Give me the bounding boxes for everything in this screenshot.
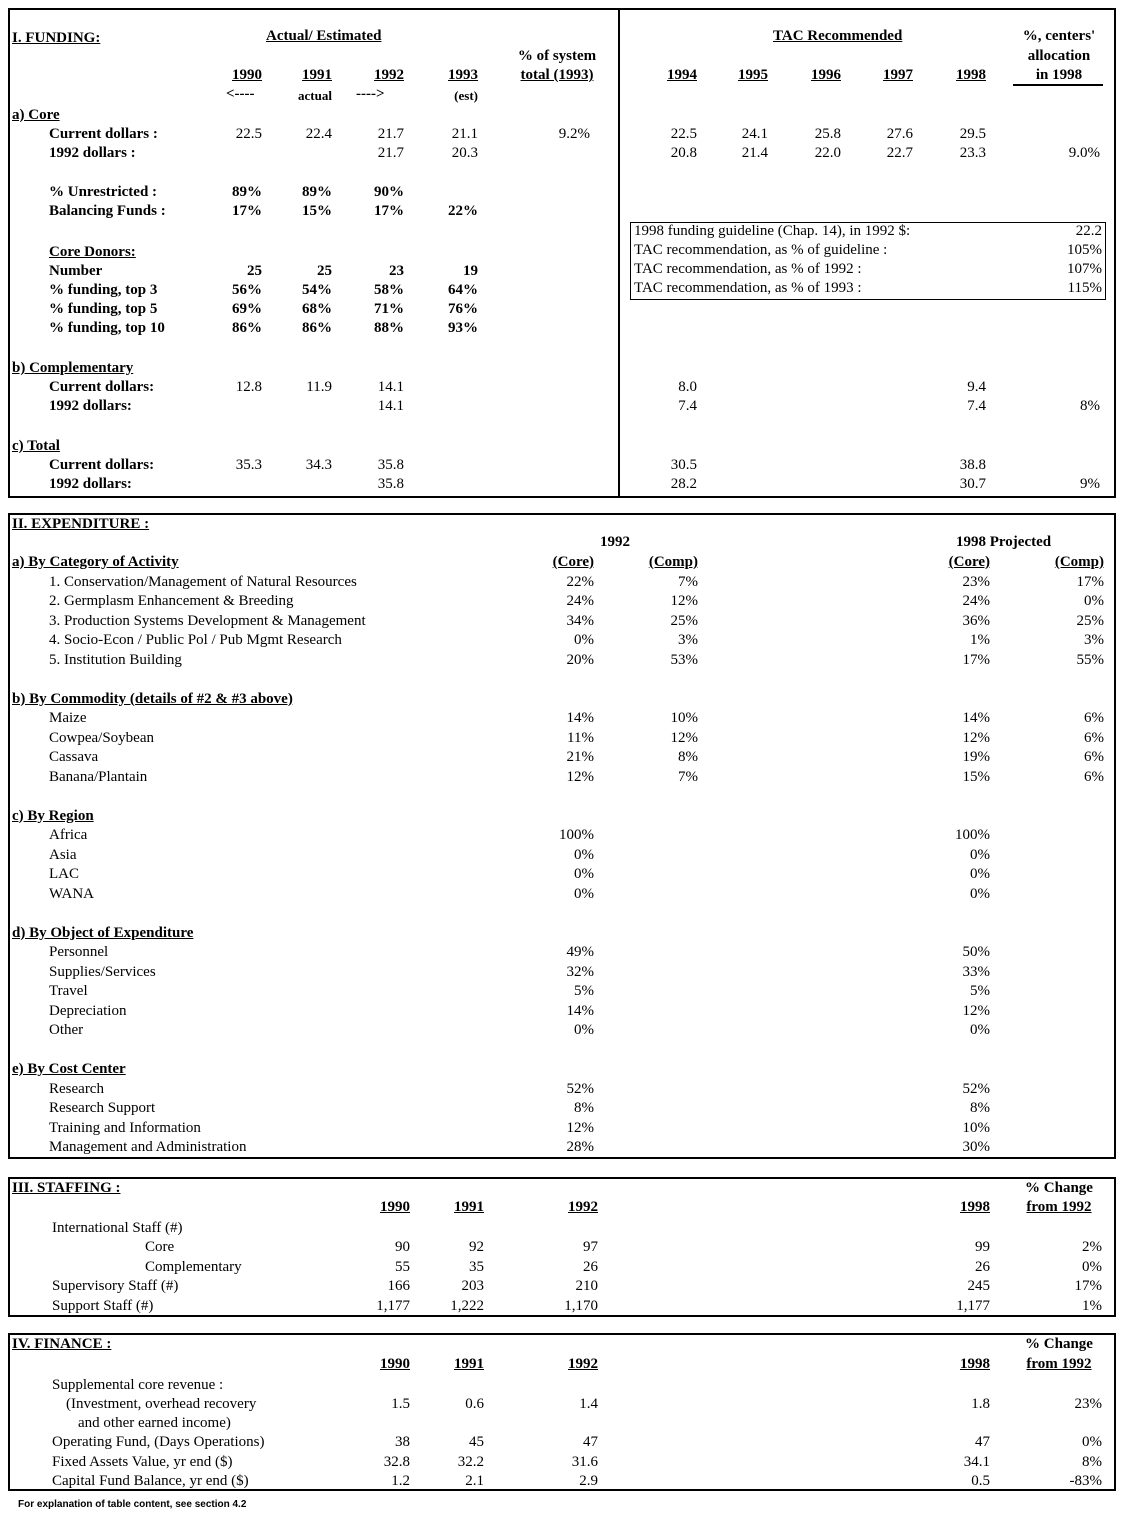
exp-row-label: Personnel xyxy=(49,944,109,960)
staff-value: 1,222 xyxy=(450,1297,484,1314)
exp-value: 11% xyxy=(567,729,594,746)
staff-value: 166 xyxy=(387,1278,410,1294)
intl-staff-label: International Staff (#) xyxy=(52,1220,183,1236)
exp-value: 7% xyxy=(678,768,698,785)
system-total-l1: % of system xyxy=(517,48,597,64)
staff-row-label: Supervisory Staff (#) xyxy=(52,1278,179,1294)
exp-value: 0% xyxy=(970,885,990,902)
exp-row-label: Training and Information xyxy=(49,1119,201,1136)
unrestricted-value: 90% xyxy=(374,184,404,200)
total-value: 35.3 xyxy=(235,457,262,473)
exp-value: 30% xyxy=(962,1139,990,1155)
exp-value: 12% xyxy=(566,768,594,785)
exp-value: 6% xyxy=(1084,749,1104,765)
exp-core-1998: (Core) xyxy=(948,554,990,570)
exp-row-label: WANA xyxy=(49,885,94,902)
arrow-right: ----> xyxy=(356,86,385,102)
exp-row-label: Research Support xyxy=(49,1100,156,1116)
core-value: 20.3 xyxy=(451,145,478,161)
staff-row-label: Support Staff (#) xyxy=(52,1297,154,1314)
total-value: 34.3 xyxy=(305,457,332,473)
staff-value: 210 xyxy=(575,1278,598,1294)
exp-value: 25% xyxy=(1076,612,1104,629)
fin-year-1992: 1992 xyxy=(568,1356,598,1372)
exp-value: 24% xyxy=(962,593,990,609)
guideline-label: 1998 funding guideline (Chap. 14), in 1992 $: xyxy=(634,223,911,239)
footnote: For explanation of table content, see section 4.2 xyxy=(18,1499,247,1510)
tac-value: 24.1 xyxy=(741,126,768,142)
exp-value: 12% xyxy=(670,729,698,746)
tac-year-1995: 1995 xyxy=(738,67,768,83)
guideline-label: TAC recommendation, as % of 1992 : xyxy=(634,261,862,277)
exp-core-1992: (Core) xyxy=(552,554,594,570)
exp-value: 6% xyxy=(1084,710,1104,726)
funding-heading: I. FUNDING: xyxy=(12,30,101,46)
donor-value: 25 xyxy=(247,263,262,279)
exp-value: 8% xyxy=(574,1100,594,1116)
exp-value: 32% xyxy=(566,963,594,980)
exp-value: 0% xyxy=(574,885,594,902)
core-value: 22.5 xyxy=(235,126,262,142)
exp-value: 15% xyxy=(962,768,990,785)
exp-row-label: Travel xyxy=(49,983,88,999)
staff-value: 0% xyxy=(1082,1258,1102,1275)
donor-value: 71% xyxy=(374,301,404,317)
fin-value: 2.1 xyxy=(465,1473,484,1489)
tac-value: 29.5 xyxy=(959,126,986,142)
total-value: 35.8 xyxy=(377,476,404,492)
staff-year-1990: 1990 xyxy=(380,1199,410,1215)
exp-row-label: Depreciation xyxy=(49,1002,127,1019)
exp-row-label: Supplies/Services xyxy=(49,963,156,980)
comp-value: 14.1 xyxy=(377,379,404,395)
supp-revenue-label: Supplemental core revenue : xyxy=(52,1377,224,1393)
exp-value: 19% xyxy=(962,749,990,765)
staff-value: 26 xyxy=(975,1258,990,1275)
core-donors-label: Core Donors: xyxy=(49,244,136,260)
staff-value: 245 xyxy=(967,1278,990,1294)
exp-value: 52% xyxy=(962,1080,990,1097)
fin-change-l1: % Change xyxy=(1025,1336,1093,1352)
tac-value: 20.8 xyxy=(670,145,697,161)
tac-value: 25.8 xyxy=(814,126,841,142)
staff-value: 1,177 xyxy=(376,1297,410,1314)
exp-value: 0% xyxy=(970,866,990,882)
expenditure-heading: II. EXPENDITURE : xyxy=(12,516,150,532)
unrestricted-value: 22% xyxy=(448,203,478,219)
exp-value: 0% xyxy=(1084,593,1104,609)
staff-value: 55 xyxy=(395,1258,410,1275)
exp-row-label: Africa xyxy=(49,827,88,843)
total-1998-value: 30.7 xyxy=(959,476,986,492)
exp-value: 3% xyxy=(678,632,698,648)
donor-value: 64% xyxy=(448,282,478,298)
staff-value: 1,177 xyxy=(956,1297,990,1314)
staff-value: 203 xyxy=(461,1278,484,1294)
staff-value: 99 xyxy=(975,1239,990,1255)
exp-value: 22% xyxy=(566,573,594,590)
exp-row-label: Cowpea/Soybean xyxy=(49,729,154,746)
exp-value: 14% xyxy=(566,710,594,726)
total-label: c) Total xyxy=(12,438,60,454)
exp-value: 50% xyxy=(962,944,990,960)
donor-row-label: % funding, top 10 xyxy=(49,320,165,336)
alloc-value: 9.0% xyxy=(1068,145,1100,161)
centers-alloc-l1: %, centers' xyxy=(1022,28,1096,44)
staff-year-1991: 1991 xyxy=(454,1199,484,1215)
exp-value: 12% xyxy=(962,1002,990,1019)
exp-row-label: Cassava xyxy=(49,749,99,765)
exp-section-label: c) By Region xyxy=(12,807,94,824)
staff-year-1998: 1998 xyxy=(960,1199,990,1215)
donor-value: 25 xyxy=(317,263,332,279)
exp-value: 53% xyxy=(670,651,698,668)
core-value: 21.1 xyxy=(451,126,478,142)
staff-value: 2% xyxy=(1082,1239,1102,1255)
core-value: 22.4 xyxy=(305,126,332,142)
donor-value: 88% xyxy=(374,320,404,336)
exp-value: 1% xyxy=(970,632,990,648)
staff-row-label: Complementary xyxy=(145,1258,242,1275)
donor-value: 54% xyxy=(302,282,332,298)
tac-year-1997: 1997 xyxy=(883,67,913,83)
supp-revenue-value: 1.8 xyxy=(971,1396,990,1412)
tac-year-1994: 1994 xyxy=(667,67,697,83)
comp-row-label: Current dollars: xyxy=(49,379,155,395)
fin-value: 0.5 xyxy=(971,1473,990,1489)
guideline-value: 115% xyxy=(1067,280,1102,296)
donor-row-label: Number xyxy=(49,263,103,279)
exp-value: 0% xyxy=(574,846,594,863)
exp-row-label: 1. Conservation/Management of Natural Resources xyxy=(49,573,357,590)
fin-year-1998: 1998 xyxy=(960,1356,990,1372)
year-1992: 1992 xyxy=(374,67,404,83)
fin-value: 32.8 xyxy=(383,1453,410,1470)
system-total-l2: total (1993) xyxy=(520,67,594,83)
exp-row-label: 2. Germplasm Enhancement & Breeding xyxy=(49,593,294,609)
exp-value: 52% xyxy=(566,1080,594,1097)
exp-value: 28% xyxy=(566,1139,594,1155)
staff-year-1992: 1992 xyxy=(568,1199,598,1215)
exp-row-label: 3. Production Systems Development & Management xyxy=(49,612,366,629)
exp-value: 3% xyxy=(1084,632,1104,648)
donor-value: 76% xyxy=(448,301,478,317)
exp-section-label: a) By Category of Activity xyxy=(12,554,179,570)
exp-section-label: b) By Commodity (details of #2 & #3 above) xyxy=(12,690,293,707)
fin-year-1991: 1991 xyxy=(454,1356,484,1372)
exp-value: 7% xyxy=(678,573,698,590)
fin-value: -83% xyxy=(1069,1473,1102,1489)
exp-value: 10% xyxy=(670,710,698,726)
fin-value: 0% xyxy=(1082,1434,1102,1450)
total-1994-value: 28.2 xyxy=(670,476,697,492)
unrestricted-value: 15% xyxy=(302,203,332,219)
supp-revenue-line2: (Investment, overhead recovery xyxy=(66,1396,257,1412)
fin-value: 32.2 xyxy=(457,1453,484,1470)
year-1990: 1990 xyxy=(232,67,262,83)
tac-value: 27.6 xyxy=(886,126,913,142)
supp-revenue-value: 23% xyxy=(1074,1396,1102,1412)
exp-row-label: Research xyxy=(49,1080,104,1097)
comp-row-label: 1992 dollars: xyxy=(49,398,132,414)
exp-value: 6% xyxy=(1084,729,1104,746)
exp-value: 5% xyxy=(970,983,990,999)
donor-value: 58% xyxy=(374,282,404,298)
total-row-label: 1992 dollars: xyxy=(49,476,132,492)
exp-value: 23% xyxy=(962,573,990,590)
exp-row-label: Asia xyxy=(49,846,77,863)
donor-value: 86% xyxy=(232,320,262,336)
exp-section-label: d) By Object of Expenditure xyxy=(12,924,194,941)
guideline-value: 107% xyxy=(1067,261,1102,277)
exp-value: 0% xyxy=(970,846,990,863)
unrestricted-label: Balancing Funds : xyxy=(49,203,166,219)
fin-value: 2.9 xyxy=(579,1473,598,1489)
exp-value: 12% xyxy=(962,729,990,746)
exp-row-label: 5. Institution Building xyxy=(49,651,182,668)
comp-alloc-value: 8% xyxy=(1080,398,1100,414)
exp-value: 12% xyxy=(566,1119,594,1136)
comp-1994-value: 7.4 xyxy=(678,398,697,414)
supp-revenue-value: 1.5 xyxy=(391,1396,410,1412)
arrow-actual: actual xyxy=(298,88,332,103)
fin-value: 47 xyxy=(583,1434,598,1450)
comp-1998-value: 7.4 xyxy=(967,398,986,414)
exp-section-label: e) By Cost Center xyxy=(12,1061,126,1077)
guideline-value: 105% xyxy=(1067,242,1102,258)
exp-year-1998: 1998 Projected xyxy=(956,534,1052,550)
exp-value: 6% xyxy=(1084,768,1104,785)
exp-year-1992: 1992 xyxy=(600,534,630,550)
fin-value: 34.1 xyxy=(963,1453,990,1470)
exp-value: 55% xyxy=(1076,651,1104,668)
core-value: 21.7 xyxy=(377,145,404,161)
exp-value: 8% xyxy=(678,749,698,765)
exp-value: 5% xyxy=(574,983,594,999)
exp-value: 8% xyxy=(970,1100,990,1116)
exp-value: 49% xyxy=(566,944,594,960)
fin-year-1990: 1990 xyxy=(380,1356,410,1372)
unrestricted-value: 89% xyxy=(302,184,332,200)
system-total-value: 9.2% xyxy=(558,126,590,142)
tac-value: 22.5 xyxy=(670,126,697,142)
tac-value: 23.3 xyxy=(959,145,986,161)
fin-change-l2: from 1992 xyxy=(1026,1356,1092,1372)
donor-value: 93% xyxy=(448,320,478,336)
unrestricted-label: % Unrestricted : xyxy=(49,184,158,200)
fin-row-label: Operating Fund, (Days Operations) xyxy=(52,1434,265,1450)
fin-value: 8% xyxy=(1082,1453,1102,1470)
core-value: 21.7 xyxy=(377,126,404,142)
total-1994-value: 30.5 xyxy=(670,457,697,473)
supp-revenue-value: 0.6 xyxy=(465,1396,484,1412)
staff-value: 97 xyxy=(583,1239,598,1255)
exp-value: 10% xyxy=(962,1119,990,1136)
exp-value: 100% xyxy=(559,827,594,843)
unrestricted-value: 17% xyxy=(232,203,262,219)
centers-alloc-l3: in 1998 xyxy=(1035,67,1083,83)
guideline-label: TAC recommendation, as % of guideline : xyxy=(634,242,888,258)
exp-row-label: Other xyxy=(49,1022,84,1038)
staff-value: 26 xyxy=(583,1258,598,1275)
donor-value: 69% xyxy=(232,301,262,317)
finance-heading: IV. FINANCE : xyxy=(12,1336,112,1352)
staffing-heading: III. STAFFING : xyxy=(12,1180,121,1196)
year-1991: 1991 xyxy=(302,67,332,83)
exp-value: 25% xyxy=(670,612,698,629)
fin-row-label: Capital Fund Balance, yr end ($) xyxy=(52,1473,249,1489)
complementary-label: b) Complementary xyxy=(12,360,134,376)
exp-value: 0% xyxy=(574,1022,594,1038)
comp-1994-value: 8.0 xyxy=(678,379,697,395)
exp-value: 21% xyxy=(566,749,594,765)
comp-1998-value: 9.4 xyxy=(967,379,986,395)
donor-value: 23 xyxy=(389,263,404,279)
est-label: (est) xyxy=(454,88,478,103)
centers-alloc-l2: allocation xyxy=(1027,48,1091,64)
donor-value: 68% xyxy=(302,301,332,317)
exp-value: 0% xyxy=(970,1022,990,1038)
tac-value: 22.7 xyxy=(886,145,913,161)
staff-value: 35 xyxy=(469,1258,484,1275)
fin-value: 38 xyxy=(395,1434,410,1450)
exp-row-label: LAC xyxy=(49,866,79,882)
core-label: a) Core xyxy=(12,107,60,123)
core-row-label: 1992 dollars : xyxy=(49,145,136,161)
total-row-label: Current dollars: xyxy=(49,457,155,473)
supp-revenue-line3: and other earned income) xyxy=(78,1415,231,1431)
exp-comp-1992: (Comp) xyxy=(648,554,698,570)
unrestricted-value: 17% xyxy=(374,203,404,219)
fin-value: 1.2 xyxy=(391,1473,410,1489)
exp-value: 100% xyxy=(955,827,990,843)
exp-value: 36% xyxy=(962,612,990,629)
exp-row-label: Management and Administration xyxy=(49,1139,247,1155)
core-row-label: Current dollars : xyxy=(49,126,158,142)
staff-change-l2: from 1992 xyxy=(1026,1199,1092,1215)
donor-value: 56% xyxy=(232,282,262,298)
year-1993: 1993 xyxy=(448,67,478,83)
tac-value: 21.4 xyxy=(741,145,768,161)
comp-value: 12.8 xyxy=(235,379,262,395)
staff-value: 90 xyxy=(395,1239,410,1255)
staff-value: 1% xyxy=(1082,1297,1102,1314)
exp-value: 20% xyxy=(566,651,594,668)
fin-row-label: Fixed Assets Value, yr end ($) xyxy=(52,1453,233,1470)
staff-value: 1,170 xyxy=(564,1297,598,1314)
exp-row-label: 4. Socio-Econ / Public Pol / Pub Mgmt Research xyxy=(49,632,342,648)
guideline-value: 22.2 xyxy=(1075,223,1102,239)
fin-value: 47 xyxy=(975,1434,990,1450)
total-1998-value: 38.8 xyxy=(959,457,986,473)
tac-year-1998: 1998 xyxy=(956,67,986,83)
exp-comp-1998: (Comp) xyxy=(1054,554,1104,570)
donor-row-label: % funding, top 5 xyxy=(49,301,158,317)
supp-revenue-value: 1.4 xyxy=(579,1396,598,1412)
staff-row-label: Core xyxy=(145,1239,175,1255)
exp-row-label: Banana/Plantain xyxy=(49,768,148,785)
exp-value: 0% xyxy=(574,866,594,882)
staff-change-l1: % Change xyxy=(1025,1180,1093,1196)
exp-value: 12% xyxy=(670,593,698,609)
exp-value: 17% xyxy=(1076,573,1104,590)
tac-value: 22.0 xyxy=(814,145,841,161)
donor-value: 86% xyxy=(302,320,332,336)
guideline-label: TAC recommendation, as % of 1993 : xyxy=(634,280,862,296)
staff-value: 17% xyxy=(1074,1278,1102,1294)
exp-value: 34% xyxy=(566,612,594,629)
fin-value: 45 xyxy=(469,1434,484,1450)
exp-value: 17% xyxy=(962,651,990,668)
donor-value: 19 xyxy=(463,263,478,279)
exp-value: 24% xyxy=(566,593,594,609)
centers-alloc-underline xyxy=(1013,84,1103,86)
total-alloc-value: 9% xyxy=(1080,476,1100,492)
donor-row-label: % funding, top 3 xyxy=(49,282,158,298)
total-value: 35.8 xyxy=(377,457,404,473)
tac-year-1996: 1996 xyxy=(811,67,841,83)
exp-value: 33% xyxy=(962,963,990,980)
arrow-left: <---- xyxy=(226,86,255,102)
exp-row-label: Maize xyxy=(49,710,87,726)
fin-value: 31.6 xyxy=(571,1453,598,1470)
exp-value: 14% xyxy=(962,710,990,726)
exp-value: 14% xyxy=(566,1002,594,1019)
comp-value: 14.1 xyxy=(377,398,404,414)
staff-value: 92 xyxy=(469,1239,484,1255)
unrestricted-value: 89% xyxy=(232,184,262,200)
actual-estimated-header: Actual/ Estimated xyxy=(266,28,382,44)
comp-value: 11.9 xyxy=(306,379,332,395)
exp-value: 0% xyxy=(574,632,594,648)
tac-header: TAC Recommended xyxy=(773,28,903,44)
